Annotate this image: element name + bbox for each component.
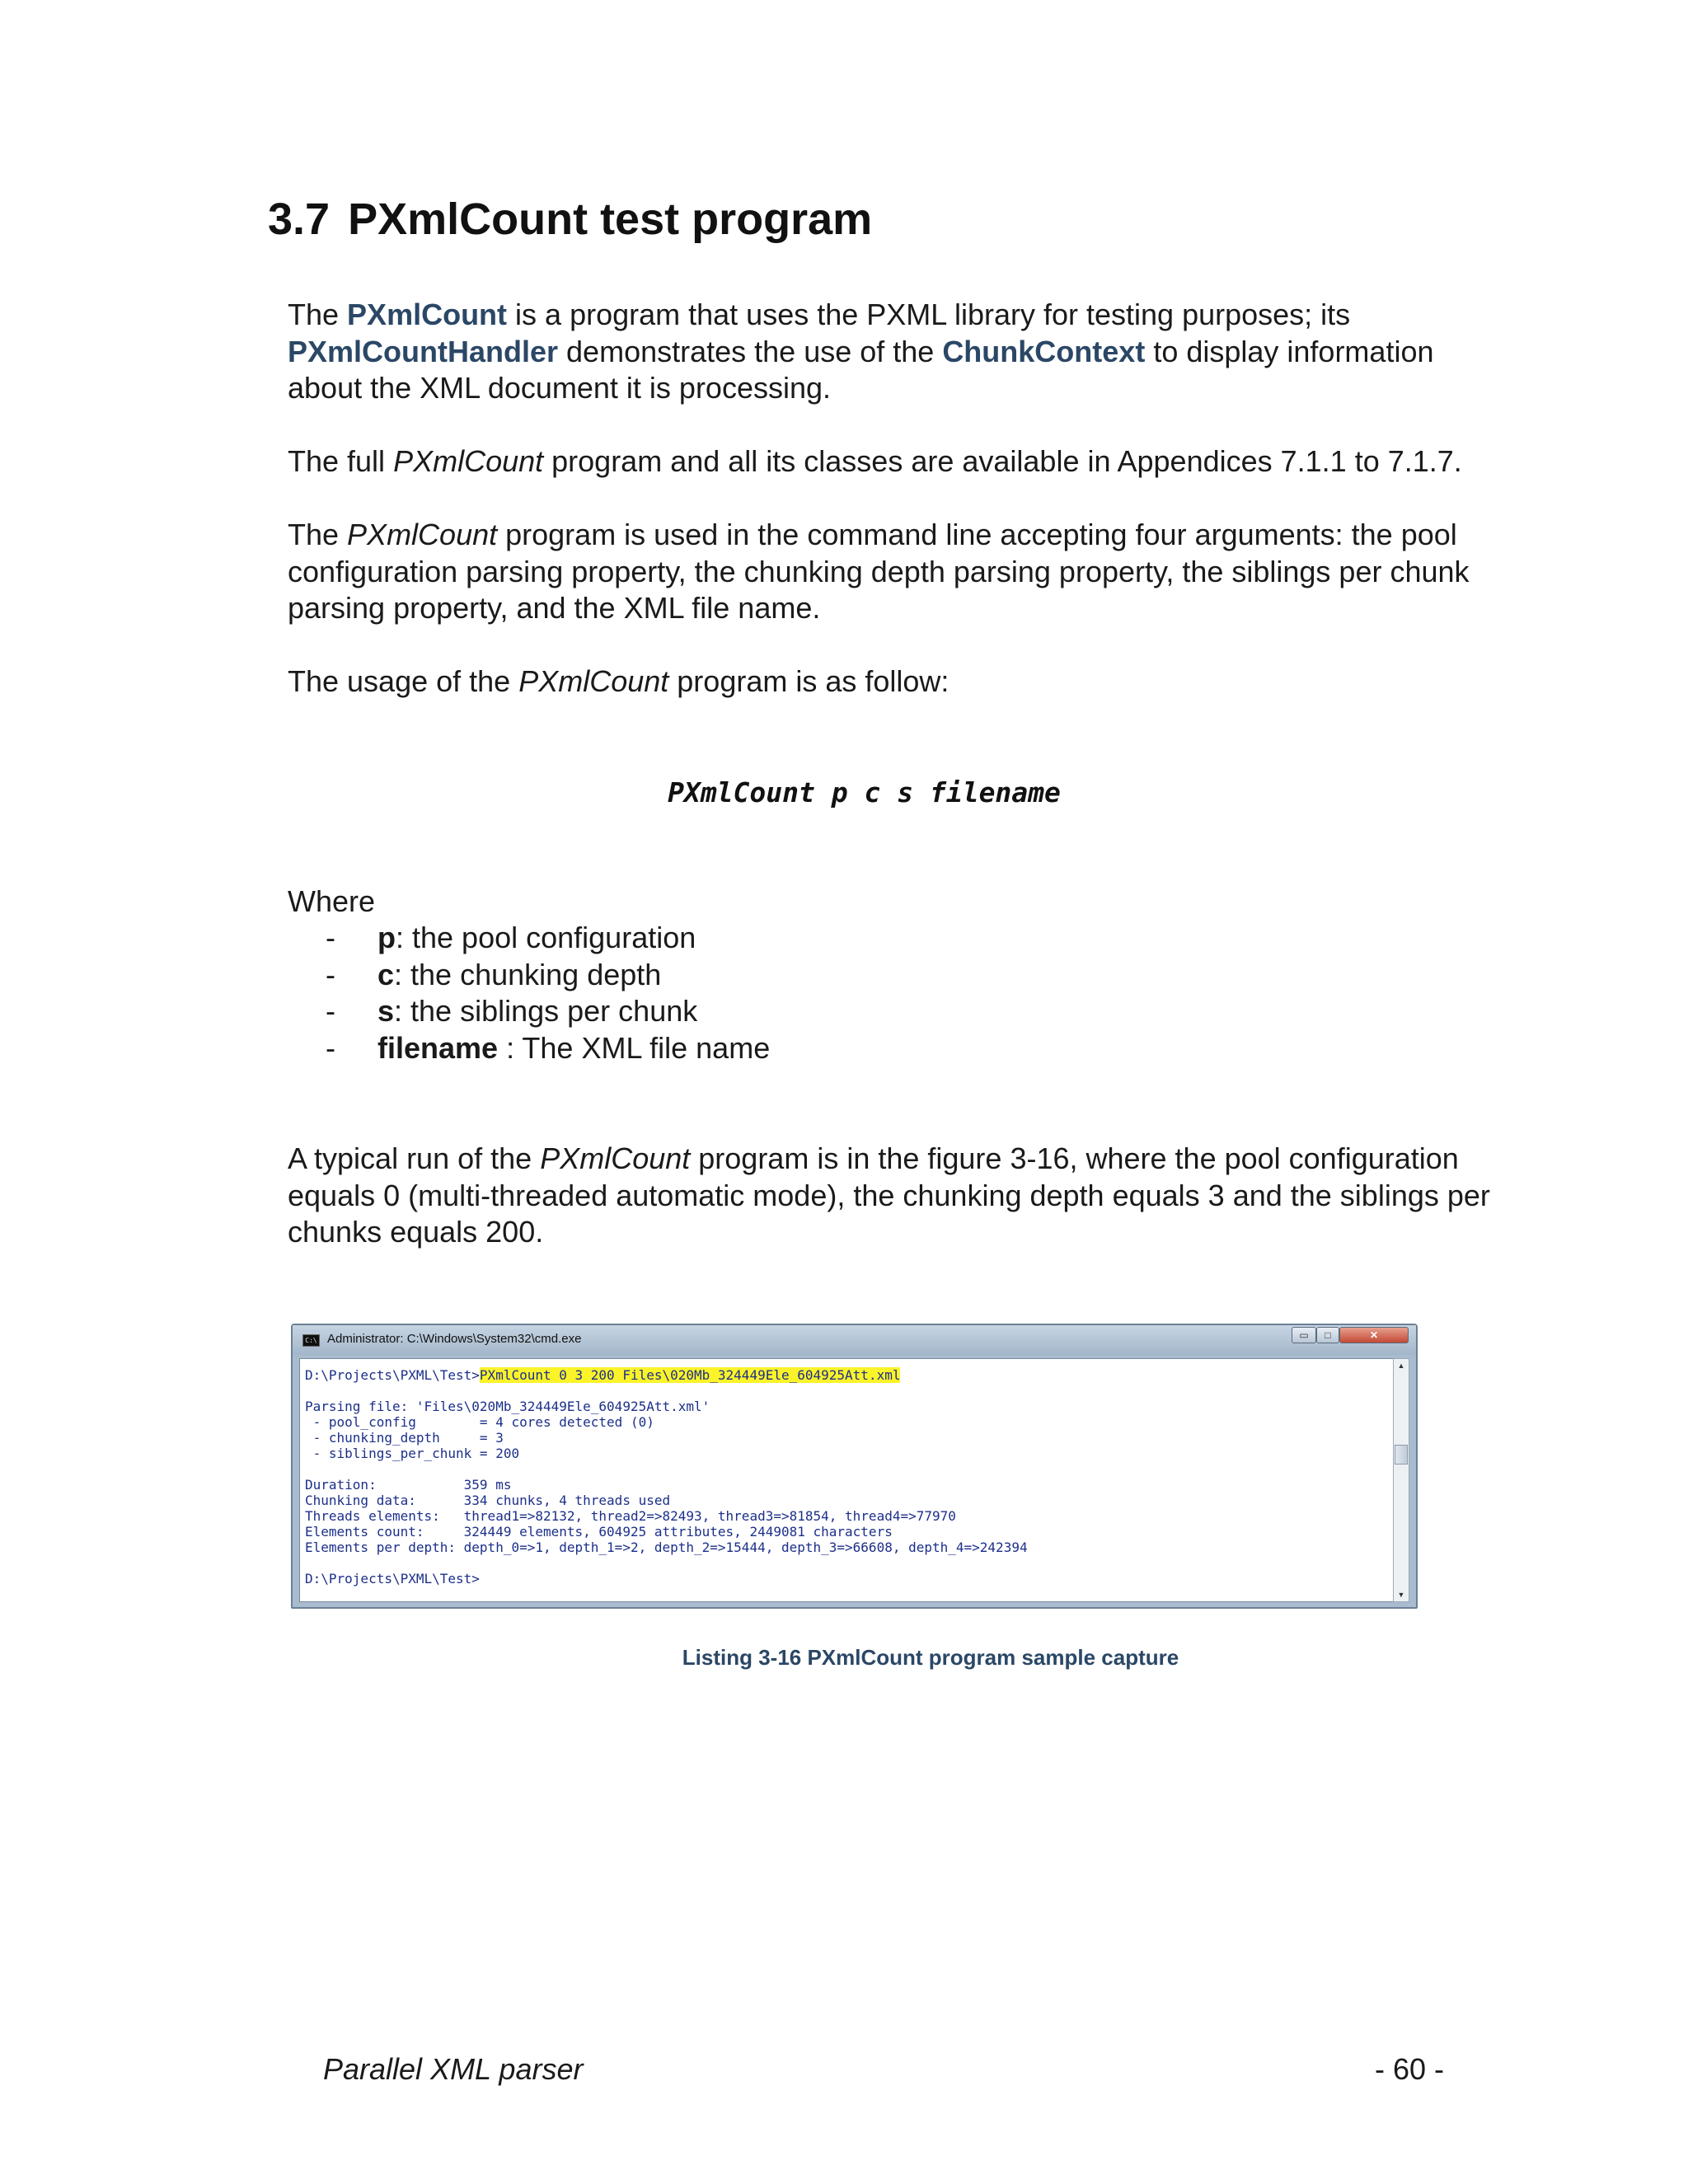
terminal-screenshot (291, 1324, 1418, 1609)
cmd-app-icon: C:\ (302, 1334, 320, 1347)
footer-page-number: - 60 - (1375, 2052, 1445, 2086)
footer-document-title: Parallel XML parser (323, 2052, 584, 2086)
argument-list (326, 920, 770, 1066)
argument-term: c (377, 957, 395, 991)
keyword-pxmlcount: PXmlCount (347, 298, 508, 331)
scroll-down-arrow-icon[interactable]: ▼ (1397, 1591, 1405, 1599)
appendix-paragraph (288, 443, 1516, 480)
text-run: The (288, 298, 348, 331)
terminal-line: - siblings_per_chunk = 200 (312, 1446, 520, 1461)
minimize-button[interactable]: ▭ (1292, 1327, 1316, 1343)
intro-paragraph (288, 297, 1516, 407)
terminal-line: D:\Projects\PXML\Test> (305, 1571, 480, 1586)
terminal-console (299, 1358, 1394, 1602)
italic-program-name: PXmlCount (393, 444, 544, 478)
section-number: 3.7 (268, 194, 331, 244)
bullet-dash: - (326, 994, 335, 1028)
text-run: The (288, 518, 348, 551)
bullet-dash: - (326, 921, 335, 954)
keyword-pxmlcounthandler: PXmlCountHandler (288, 334, 559, 368)
list-item (326, 1030, 770, 1067)
close-button[interactable]: ✕ (1339, 1327, 1409, 1343)
section-heading (268, 194, 872, 245)
text-run: demonstrates the use of the (558, 334, 943, 368)
terminal-line: - pool_config = 4 cores detected (0) (312, 1414, 654, 1430)
text-run: A typical run of the (288, 1141, 541, 1175)
italic-program-name: PXmlCount (518, 664, 669, 698)
text-run: to display information about the XML document it is processing. (288, 334, 1434, 405)
terminal-output (300, 1359, 1393, 1586)
list-item (326, 920, 770, 957)
text-run: program and all its classes are available in Appendices 7.1.1 to 7.1.7. (543, 444, 1462, 478)
list-item (326, 993, 770, 1030)
terminal-line: - chunking_depth = 3 (312, 1430, 504, 1446)
terminal-line: Parsing file: 'Files\020Mb_324449Ele_604925Att.xml' (305, 1399, 710, 1414)
argument-description: : The XML file name (498, 1030, 771, 1065)
italic-program-name: PXmlCount (347, 518, 498, 551)
terminal-titlebar (293, 1325, 1416, 1355)
terminal-line: Elements count: 324449 elements, 604925 attributes, 2449081 characters (305, 1524, 893, 1540)
text-run: program is as follow: (668, 664, 950, 698)
text-run: program is in the figure 3-16, where the pool configuration equals 0 (multi-threaded automatic mode), the chunking depth equals 3 and the siblings per chunks equals 200. (288, 1141, 1490, 1249)
bullet-dash: - (326, 1030, 335, 1065)
scrollbar-thumb[interactable] (1395, 1445, 1408, 1465)
highlighted-command: PXmlCount 0 3 200 Files\020Mb_324449Ele_604925Att.xml (479, 1367, 901, 1383)
terminal-line: Elements per depth: depth_0=>1, depth_1=>2, depth_2=>15444, depth_3=>66608, depth_4=>242394 (305, 1540, 1028, 1555)
terminal-prompt: D:\Projects\PXML\Test> (305, 1367, 480, 1383)
terminal-line: Duration: 359 ms (305, 1477, 512, 1493)
argument-term: p (377, 921, 396, 954)
bullet-dash: - (326, 957, 335, 991)
where-label: Where (288, 884, 376, 918)
text-run: is a program that uses the PXML library for testing purposes; its (507, 298, 1351, 331)
terminal-window-title: Administrator: C:\Windows\System32\cmd.exe (327, 1332, 582, 1346)
section-title: PXmlCount test program (348, 194, 873, 244)
terminal-line: Chunking data: 334 chunks, 4 threads used (305, 1493, 671, 1508)
argument-description: : the chunking depth (394, 957, 662, 991)
argument-term: s (377, 994, 395, 1028)
keyword-chunkcontext: ChunkContext (942, 334, 1146, 368)
terminal-output-lines (305, 1399, 1028, 1586)
text-run: program is used in the command line accepting four arguments: the pool configuration parsing property, the chunking depth parsing property, the siblings per chunk parsing property, and the XML file name. (288, 518, 1470, 625)
terminal-scrollbar[interactable] (1393, 1358, 1409, 1602)
maximize-button[interactable]: □ (1316, 1327, 1339, 1343)
figure-caption: Listing 3-16 PXmlCount program sample capture (682, 1645, 1179, 1670)
usage-intro-paragraph (288, 663, 1516, 701)
terminal-line: Threads elements: thread1=>82132, thread2=>82493, thread3=>81854, thread4=>77970 (305, 1508, 956, 1524)
list-item (326, 957, 770, 994)
scroll-up-arrow-icon[interactable]: ▲ (1397, 1361, 1405, 1370)
text-run: The usage of the (288, 664, 519, 698)
usage-syntax: PXmlCount p c s filename (668, 776, 1061, 808)
argument-description: : the pool configuration (396, 921, 696, 954)
typical-run-paragraph (288, 1141, 1516, 1251)
italic-program-name: PXmlCount (540, 1141, 691, 1175)
argument-term: filename (377, 1030, 499, 1065)
text-run: The full (288, 444, 394, 478)
argument-description: : the siblings per chunk (394, 994, 698, 1028)
arguments-paragraph (288, 517, 1516, 627)
